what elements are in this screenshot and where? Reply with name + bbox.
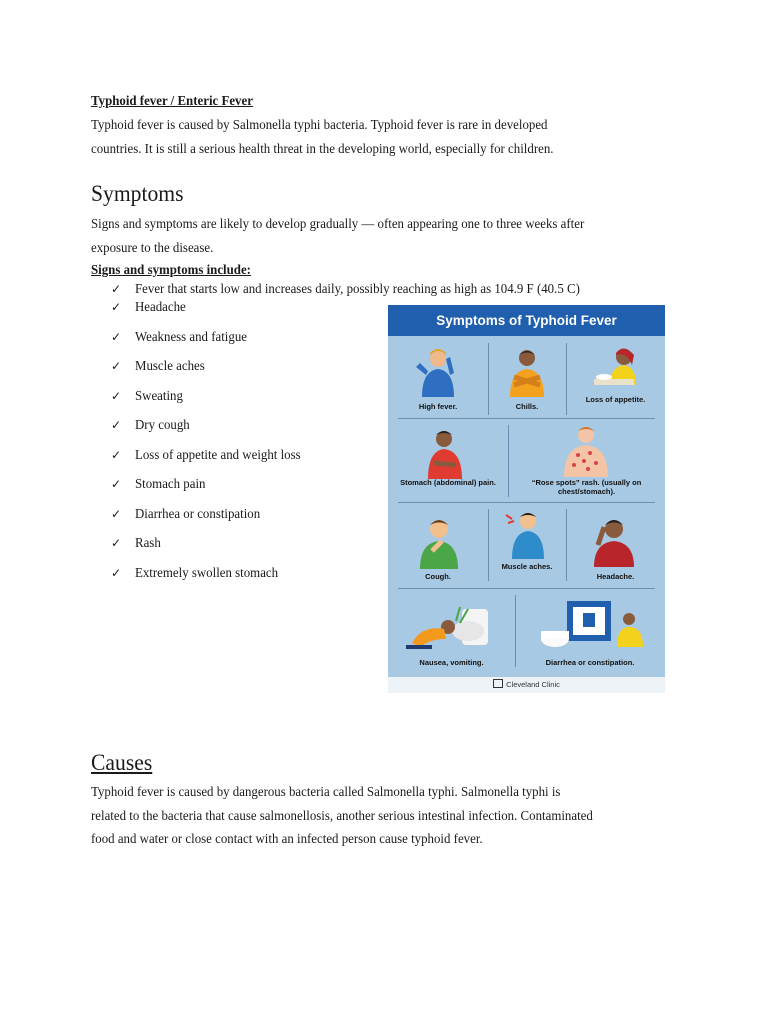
- intro-line-2: countries. It is still a serious health threat in the developing world, especially for children.: [91, 141, 554, 157]
- rose-spots-rash-figure-icon: [556, 425, 616, 477]
- symptom-tile-rose-spots: [508, 423, 665, 501]
- infographic-caption: Diarrhea or constipation.: [545, 658, 635, 667]
- list-item-text: Loss of appetite and weight loss: [135, 448, 301, 463]
- list-item: [111, 534, 163, 553]
- muscle-aches-figure-icon: [502, 509, 552, 559]
- checkmark-icon: ✓: [111, 418, 122, 432]
- symptoms-intro-line-2: exposure to the disease.: [91, 240, 214, 256]
- headache-figure-icon: [584, 515, 644, 567]
- symptom-tile-stomach-pain: [388, 423, 508, 501]
- list-item-text: Dry cough: [135, 418, 190, 433]
- checkmark-icon: ✓: [111, 300, 122, 314]
- list-item: [111, 280, 619, 299]
- list-item: [111, 564, 291, 583]
- symptom-tile-cough: [388, 507, 488, 587]
- infographic-title: Symptoms of Typhoid Fever: [388, 305, 665, 336]
- list-item-text: Sweating: [135, 389, 183, 404]
- infographic-caption: High fever.: [418, 402, 458, 411]
- checkmark-icon: ✓: [111, 389, 122, 403]
- infographic-caption: Cough.: [425, 572, 451, 581]
- symptoms-intro-line-1: Signs and symptoms are likely to develop gradually — often appearing one to three weeks after: [91, 217, 585, 232]
- stomach-pain-figure-icon: [418, 427, 478, 479]
- list-item: [111, 475, 212, 494]
- toilet-figure-icon: [525, 597, 655, 653]
- causes-paragraph: [91, 781, 643, 852]
- symptoms-intro-paragraph: [91, 213, 643, 260]
- checkmark-icon: ✓: [111, 477, 122, 491]
- checkmark-icon: ✓: [111, 448, 122, 462]
- checkmark-icon: ✓: [111, 282, 122, 296]
- list-item-text: Fever that starts low and increases daily, possibly reaching as high as 104.9 F (40.5 C): [135, 282, 580, 297]
- high-fever-figure-icon: [408, 345, 468, 397]
- list-item: [111, 357, 211, 376]
- list-item-text: Stomach pain: [135, 477, 206, 492]
- symptom-tile-headache: [566, 507, 665, 587]
- intro-line-1: Typhoid fever is caused by Salmonella typhi bacteria. Typhoid fever is rare in developed: [91, 118, 548, 133]
- symptom-tile-high-fever: [388, 341, 488, 417]
- source-label: Cleveland Clinic: [506, 680, 560, 689]
- infographic-caption: Loss of appetite.: [585, 395, 646, 404]
- list-item-text: Diarrhea or constipation: [135, 507, 261, 522]
- grid-divider: [398, 418, 655, 419]
- list-item: [111, 416, 195, 435]
- causes-line-1: Typhoid fever is caused by dangerous bacteria called Salmonella typhi. Salmonella typhi is: [91, 785, 561, 800]
- causes-line-3: food and water or close contact with an infected person cause typhoid fever.: [91, 832, 483, 847]
- infographic-source: [388, 677, 665, 693]
- infographic-caption: Stomach (abdominal) pain.: [400, 478, 496, 487]
- document-title: Typhoid fever / Enteric Fever: [91, 94, 253, 109]
- infographic-caption: Muscle aches.: [501, 562, 553, 571]
- infographic-caption: “Rose spots” rash. (usually on chest/stomach).: [531, 478, 642, 496]
- list-item: [111, 328, 257, 347]
- infographic-caption: Nausea, vomiting.: [419, 658, 484, 667]
- checkmark-icon: ✓: [111, 566, 122, 580]
- checkmark-icon: ✓: [111, 536, 122, 550]
- list-item-text: Muscle aches: [135, 359, 205, 374]
- vomiting-figure-icon: [402, 603, 502, 653]
- list-item-text: Weakness and fatigue: [135, 330, 247, 345]
- checkmark-icon: ✓: [111, 330, 122, 344]
- list-item: [111, 446, 315, 465]
- list-item: [111, 298, 190, 317]
- typhoid-symptoms-infographic: [388, 305, 665, 693]
- grid-divider: [398, 588, 655, 589]
- checkmark-icon: ✓: [111, 359, 122, 373]
- grid-divider: [398, 502, 655, 503]
- intro-paragraph: [91, 114, 643, 161]
- symptom-tile-chills: [488, 341, 566, 417]
- causes-line-2: related to the bacteria that cause salmonellosis, another serious intestinal infection. Contaminated: [91, 808, 593, 824]
- list-item-text: Rash: [135, 536, 161, 551]
- list-item-text: Headache: [135, 300, 186, 315]
- signs-heading: Signs and symptoms include:: [91, 263, 251, 278]
- cleveland-clinic-logo-icon: [493, 679, 503, 688]
- chills-figure-icon: [502, 345, 552, 397]
- list-item: [111, 387, 187, 406]
- symptom-tile-diarrhea: [515, 593, 665, 675]
- infographic-caption: Chills.: [515, 402, 539, 411]
- causes-heading: Causes: [91, 750, 153, 775]
- symptom-tile-nausea: [388, 593, 515, 675]
- list-item: [111, 505, 271, 524]
- cough-figure-icon: [412, 517, 466, 569]
- list-item-text: Extremely swollen stomach: [135, 566, 279, 581]
- symptoms-heading: Symptoms: [91, 181, 184, 206]
- symptom-tile-muscle-aches: [488, 507, 566, 587]
- appetite-loss-figure-icon: [586, 345, 646, 391]
- infographic-caption: Headache.: [596, 572, 635, 581]
- checkmark-icon: ✓: [111, 507, 122, 521]
- symptom-tile-appetite-loss: [566, 341, 665, 417]
